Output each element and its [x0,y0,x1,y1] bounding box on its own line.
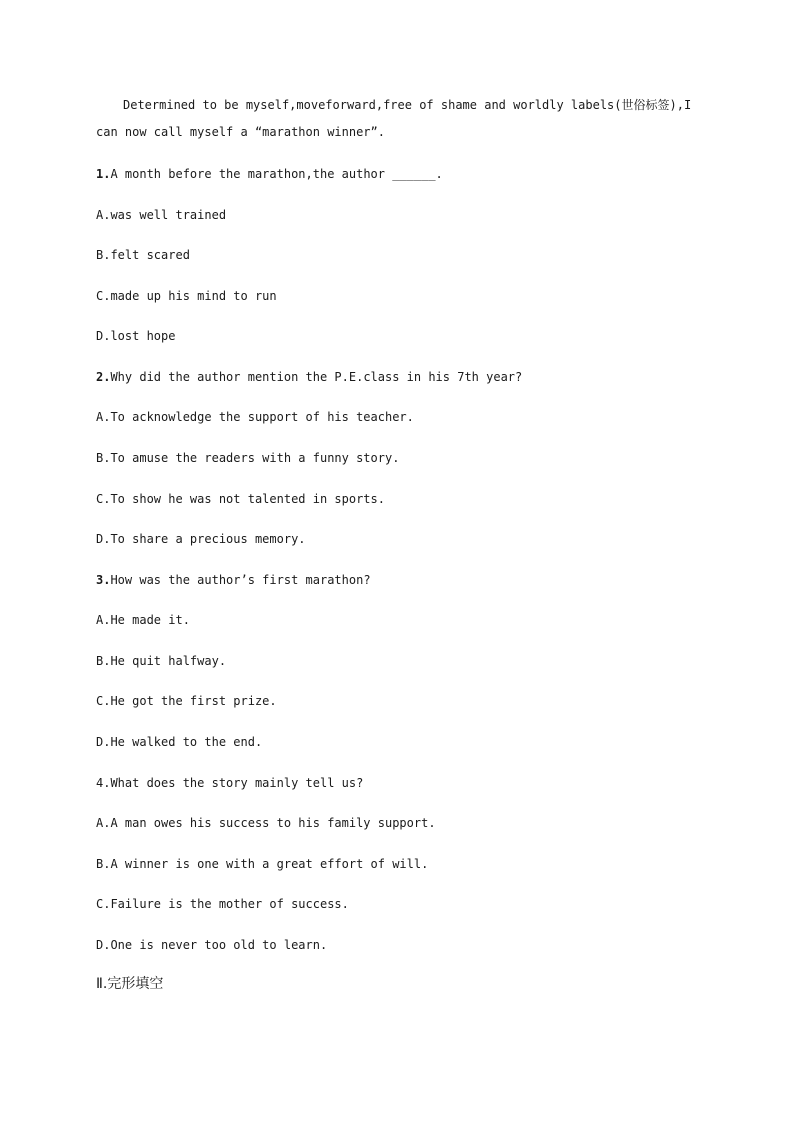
question-2-option-b: B.To amuse the readers with a funny story. [96,451,400,465]
section-heading: Ⅱ.完形填空 [96,976,164,992]
question-1-option-a: A.was well trained [96,208,227,222]
question-text: A month before the marathon,the author ______. [110,167,443,181]
passage-line-1: Determined to be myself,moveforward,free of shame and worldly labels(世俗标签),I [123,98,692,112]
question-2-option-c: C.To show he was not talented in sports. [96,492,385,506]
question-1-option-d: D.lost hope [96,329,176,343]
question-text: How was the author’s first marathon? [110,573,371,587]
passage-line-2: can now call myself a “marathon winner”. [96,125,385,139]
question-number: 3. [96,573,111,587]
question-2-option-a: A.To acknowledge the support of his teacher. [96,410,414,424]
question-3-option-b: B.He quit halfway. [96,654,227,668]
question-2-stem [96,369,522,385]
question-4-option-a: A.A man owes his success to his family support. [96,816,436,830]
question-4-option-b: B.A winner is one with a great effort of will. [96,857,429,871]
question-1-option-b: B.felt scared [96,248,190,262]
question-3-stem [96,572,371,588]
question-text: What does the story mainly tell us? [110,776,364,790]
question-3-option-a: A.He made it. [96,613,190,627]
question-number: 1. [96,167,111,181]
question-3-option-c: C.He got the first prize. [96,694,277,708]
question-1-option-c: C.made up his mind to run [96,289,277,303]
question-4-option-d: D.One is never too old to learn. [96,938,328,952]
question-4-option-c: C.Failure is the mother of success. [96,897,349,911]
question-number: 2. [96,370,111,384]
question-number: 4. [96,776,111,790]
question-1-stem [96,166,443,182]
question-text: Why did the author mention the P.E.class in his 7th year? [110,370,523,384]
question-3-option-d: D.He walked to the end. [96,735,263,749]
question-2-option-d: D.To share a precious memory. [96,532,306,546]
question-4-stem [96,775,363,791]
